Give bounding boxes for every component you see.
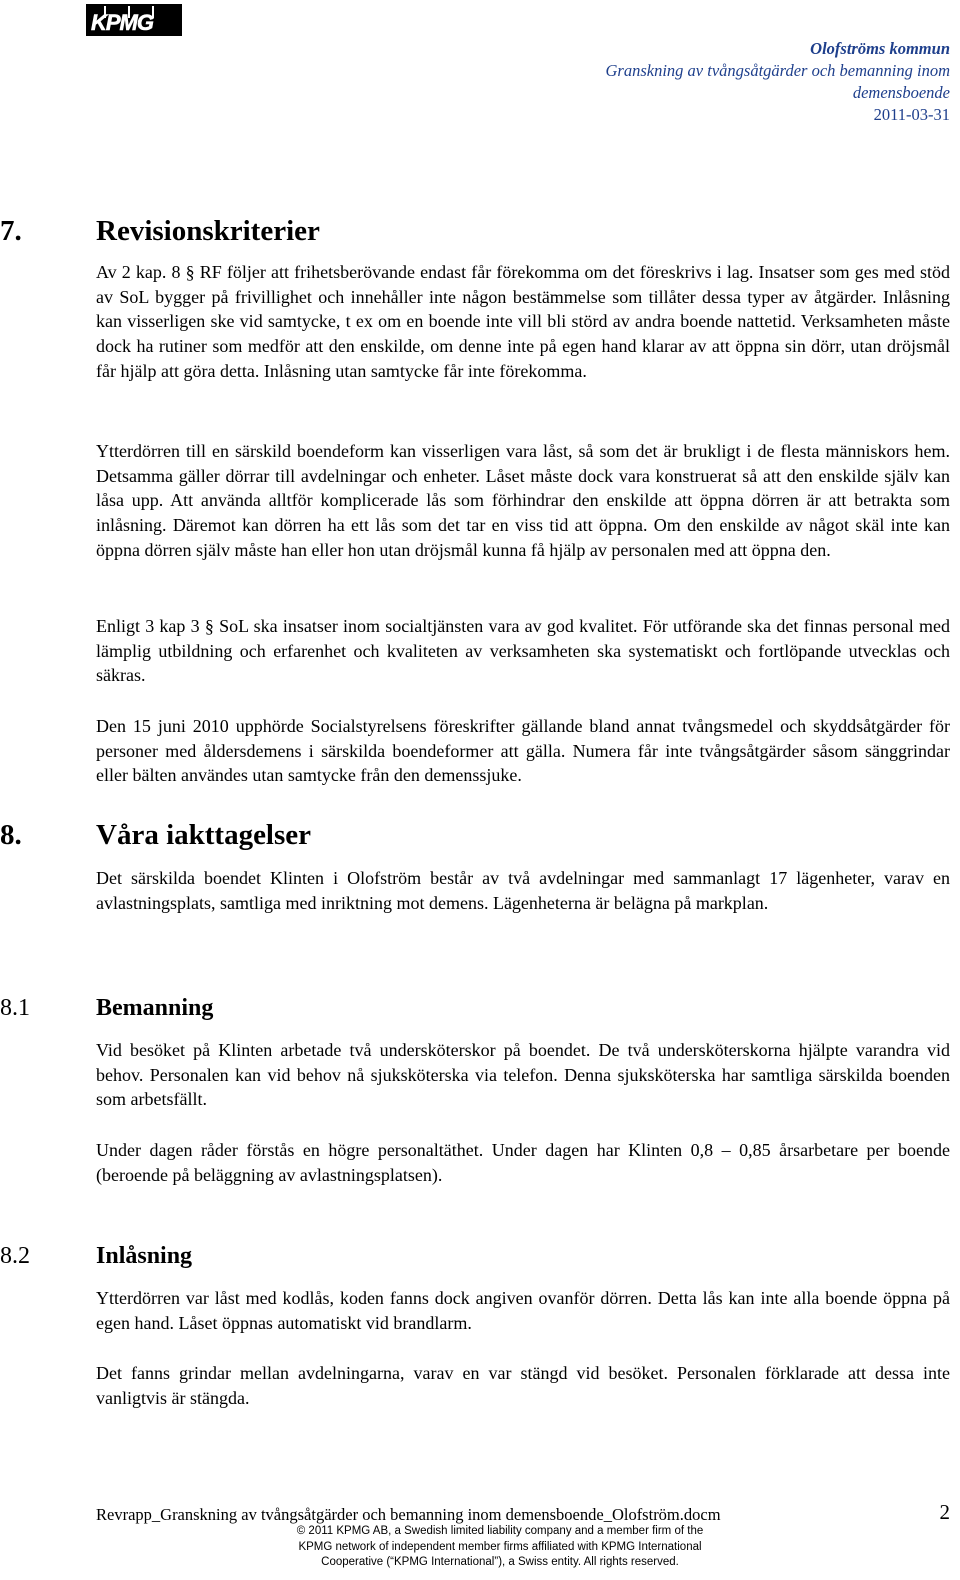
paragraph: Ytterdörren var låst med kodlås, koden fanns dock angiven ovanför dörren. Detta lås kan inte alla boende öppna på egen hand. Låset öppnas automatiskt vid brandlarm. [96, 1288, 950, 1333]
section-number: 8. [0, 819, 22, 851]
copyright-line: © 2011 KPMG AB, a Swedish limited liability company and a member firm of the [296, 1525, 704, 1537]
section-number: 7. [0, 215, 22, 247]
header-date: 2011-03-31 [873, 105, 950, 124]
section-number: 8.1 [0, 995, 30, 1021]
footer-filename: Revrapp_Granskning av tvångsåtgärder och bemanning inom demensboende_Olofström.docm [96, 1505, 721, 1524]
section-title: Revisionskriterier [96, 215, 320, 247]
section-title: Bemanning [96, 995, 214, 1021]
paragraph: Av 2 kap. 8 § RF följer att frihetsberövande endast får förekomma om det föreskrivs i lag. Insatser som ges med stöd av SoL bygger på frivillighet och innehåller inte någon bestämmelse som tillåter dessa typer av åtgärder. Inlåsning kan visserligen ske vid samtycke, t ex om en boende inte vill bli störd av andra boende nattetid. Verksamheten måste dock ha rutiner som medför att den enskilde, om denne inte på egen hand klarar av att öppna sin dörr, utan dröjsmål får hjälp att göra detta. Inlåsning utan samtycke får inte förekomma. [96, 262, 950, 381]
page-number: 2 [939, 1500, 950, 1524]
paragraph: Det särskilda boendet Klinten i Olofström består av två avdelningar med sammanlagt 17 lägenheter, varav en avlastningsplats, samtliga med inriktning mot demens. Lägenheterna är belägna på markplan. [96, 868, 950, 913]
copyright-line: Cooperative (“KPMG International”), a Swiss entity. All rights reserved. [321, 1556, 679, 1568]
logo-text: KPMG [91, 10, 153, 35]
section-title: Våra iakttagelser [96, 819, 312, 851]
paragraph: Det fanns grindar mellan avdelningarna, varav en var stängd vid besöket. Personalen förklarade att dessa inte vanligtvis är stängda. [96, 1363, 950, 1408]
paragraph: Enligt 3 kap 3 § SoL ska insatser inom socialtjänsten vara av god kvalitet. För utförande ska det finnas personal med lämplig utbildning och erfarenhet och kvaliteten av verksamheten ska systematiskt och fortlöpande utvecklas och säkras. [96, 616, 950, 686]
paragraph: Den 15 juni 2010 upphörde Socialstyrelsens föreskrifter gällande bland annat tvångsmedel och skyddsåtgärder för personer med åldersdemens i särskilda boendeformer att gälla. Numera får inte tvångsåtgärder såsom sänggrindar eller bälten användes utan samtycke från den demenssjuke. [96, 716, 950, 786]
copyright-notice [200, 1524, 800, 1571]
kpmg-logo [86, 4, 182, 36]
copyright-line: KPMG network of independent member firms affiliated with KPMG International [298, 1540, 702, 1553]
section-title: Inlåsning [96, 1243, 193, 1269]
paragraph: Vid besöket på Klinten arbetade två undersköterskor på boendet. De två undersköterskorna hjälpte varandra vid behov. Personalen kan vid behov nå sjuksköterska via telefon. Denna sjuksköterska har samtliga särskilda boenden som arbetsfällt. [96, 1040, 950, 1110]
document-header [530, 38, 950, 126]
header-company: Olofströms kommun [810, 39, 950, 58]
paragraph: Under dagen råder förstås en högre personaltäthet. Under dagen har Klinten 0,8 – 0,85 årsarbetare per boende (beroende på beläggning av avlastningsplatsen). [96, 1140, 950, 1185]
paragraph: Ytterdörren till en särskild boendeform kan visserligen vara låst, så som det är brukligt i de flesta människors hem. Detsamma gäller dörrar till avdelningar och enheter. Låset måste dock vara konstruerat så att den enskilde själv kan låsa upp. Att använda alltför komplicerade lås som förhindrar den enskilde att öppna dörren är att betrakta som inlåsning. Däremot kan dörren ha ett lås som det tar en viss tid att öppna. Om den enskilde av något skäl inte kan öppna dörren själv måste han eller hon utan dröjsmål kunna få hjälp av personalen med att öppna den. [96, 441, 950, 560]
section-number: 8.2 [0, 1243, 30, 1269]
header-subtitle: Granskning av tvångsåtgärder och bemanning inom demensboende [605, 61, 950, 102]
